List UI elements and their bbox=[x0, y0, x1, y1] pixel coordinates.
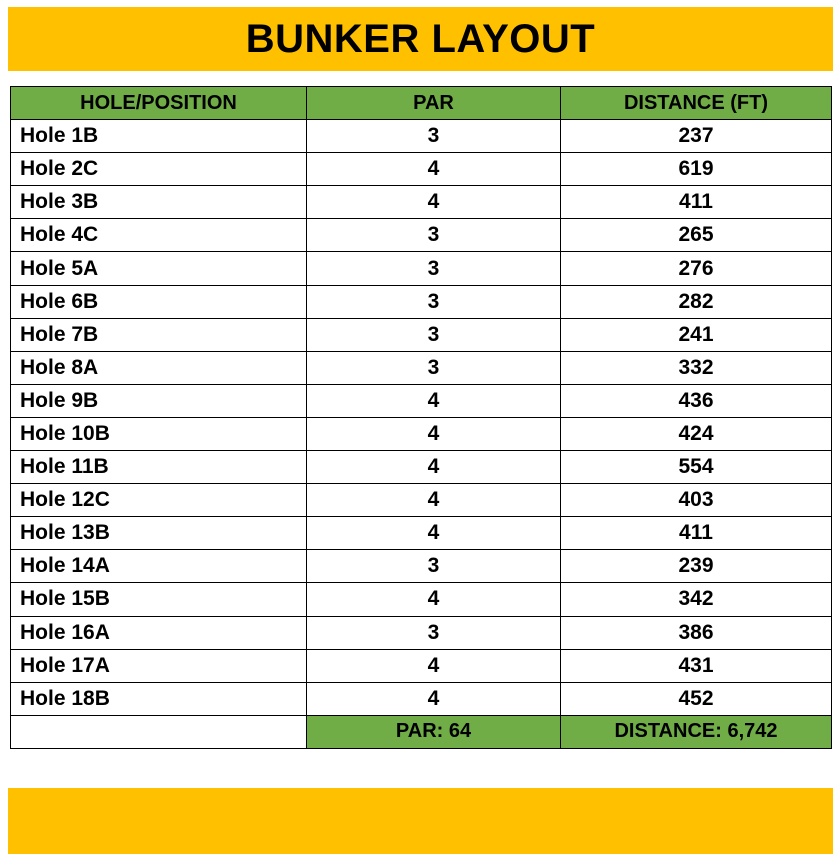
par-cell: 4 bbox=[307, 417, 561, 450]
distance-cell: 386 bbox=[561, 616, 832, 649]
hole-cell: Hole 18B bbox=[11, 682, 307, 715]
hole-cell: Hole 2C bbox=[11, 153, 307, 186]
header-row bbox=[11, 87, 832, 120]
table-row bbox=[11, 318, 832, 351]
distance-cell: 237 bbox=[561, 120, 832, 153]
table-row bbox=[11, 219, 832, 252]
par-cell: 3 bbox=[307, 550, 561, 583]
bunker-layout-table bbox=[10, 86, 832, 749]
table-row bbox=[11, 252, 832, 285]
par-cell: 4 bbox=[307, 186, 561, 219]
par-cell: 4 bbox=[307, 649, 561, 682]
table-row bbox=[11, 384, 832, 417]
hole-cell: Hole 15B bbox=[11, 583, 307, 616]
distance-cell: 332 bbox=[561, 351, 832, 384]
distance-cell: 554 bbox=[561, 451, 832, 484]
table-row bbox=[11, 351, 832, 384]
distance-cell: 241 bbox=[561, 318, 832, 351]
distance-cell: 431 bbox=[561, 649, 832, 682]
table-row bbox=[11, 484, 832, 517]
table-row bbox=[11, 451, 832, 484]
hole-cell: Hole 11B bbox=[11, 451, 307, 484]
hole-cell: Hole 3B bbox=[11, 186, 307, 219]
distance-cell: 276 bbox=[561, 252, 832, 285]
distance-cell: 239 bbox=[561, 550, 832, 583]
table-body bbox=[11, 120, 832, 716]
hole-cell: Hole 17A bbox=[11, 649, 307, 682]
table-row bbox=[11, 517, 832, 550]
par-cell: 4 bbox=[307, 583, 561, 616]
par-cell: 4 bbox=[307, 484, 561, 517]
distance-cell: 411 bbox=[561, 186, 832, 219]
hole-cell: Hole 4C bbox=[11, 219, 307, 252]
table-row bbox=[11, 616, 832, 649]
hole-cell: Hole 12C bbox=[11, 484, 307, 517]
par-cell: 3 bbox=[307, 351, 561, 384]
par-cell: 4 bbox=[307, 682, 561, 715]
distance-cell: 424 bbox=[561, 417, 832, 450]
total-distance: DISTANCE: 6,742 bbox=[561, 715, 832, 748]
hole-cell: Hole 14A bbox=[11, 550, 307, 583]
distance-cell: 619 bbox=[561, 153, 832, 186]
table-row bbox=[11, 186, 832, 219]
par-cell: 3 bbox=[307, 318, 561, 351]
hole-cell: Hole 13B bbox=[11, 517, 307, 550]
table-row bbox=[11, 682, 832, 715]
distance-cell: 452 bbox=[561, 682, 832, 715]
distance-cell: 411 bbox=[561, 517, 832, 550]
column-header-distance: DISTANCE (FT) bbox=[561, 87, 832, 120]
hole-cell: Hole 6B bbox=[11, 285, 307, 318]
par-cell: 3 bbox=[307, 252, 561, 285]
column-header-hole: HOLE/POSITION bbox=[11, 87, 307, 120]
distance-cell: 403 bbox=[561, 484, 832, 517]
title-banner bbox=[8, 7, 833, 71]
par-cell: 3 bbox=[307, 285, 561, 318]
footer-banner bbox=[8, 788, 833, 854]
table-row bbox=[11, 417, 832, 450]
table-row bbox=[11, 649, 832, 682]
hole-cell: Hole 8A bbox=[11, 351, 307, 384]
page-title: BUNKER LAYOUT bbox=[245, 16, 596, 61]
totals-blank-cell bbox=[11, 715, 307, 748]
par-cell: 4 bbox=[307, 153, 561, 186]
hole-cell: Hole 7B bbox=[11, 318, 307, 351]
table-row bbox=[11, 120, 832, 153]
par-cell: 3 bbox=[307, 616, 561, 649]
distance-cell: 342 bbox=[561, 583, 832, 616]
distance-cell: 282 bbox=[561, 285, 832, 318]
table-row bbox=[11, 153, 832, 186]
par-cell: 3 bbox=[307, 219, 561, 252]
total-par: PAR: 64 bbox=[307, 715, 561, 748]
par-cell: 4 bbox=[307, 384, 561, 417]
distance-cell: 436 bbox=[561, 384, 832, 417]
hole-cell: Hole 10B bbox=[11, 417, 307, 450]
par-cell: 4 bbox=[307, 451, 561, 484]
table-row bbox=[11, 550, 832, 583]
par-cell: 4 bbox=[307, 517, 561, 550]
table-row bbox=[11, 285, 832, 318]
hole-cell: Hole 1B bbox=[11, 120, 307, 153]
table-row bbox=[11, 583, 832, 616]
hole-cell: Hole 9B bbox=[11, 384, 307, 417]
totals-row bbox=[11, 715, 832, 748]
hole-cell: Hole 5A bbox=[11, 252, 307, 285]
par-cell: 3 bbox=[307, 120, 561, 153]
column-header-par: PAR bbox=[307, 87, 561, 120]
hole-cell: Hole 16A bbox=[11, 616, 307, 649]
distance-cell: 265 bbox=[561, 219, 832, 252]
